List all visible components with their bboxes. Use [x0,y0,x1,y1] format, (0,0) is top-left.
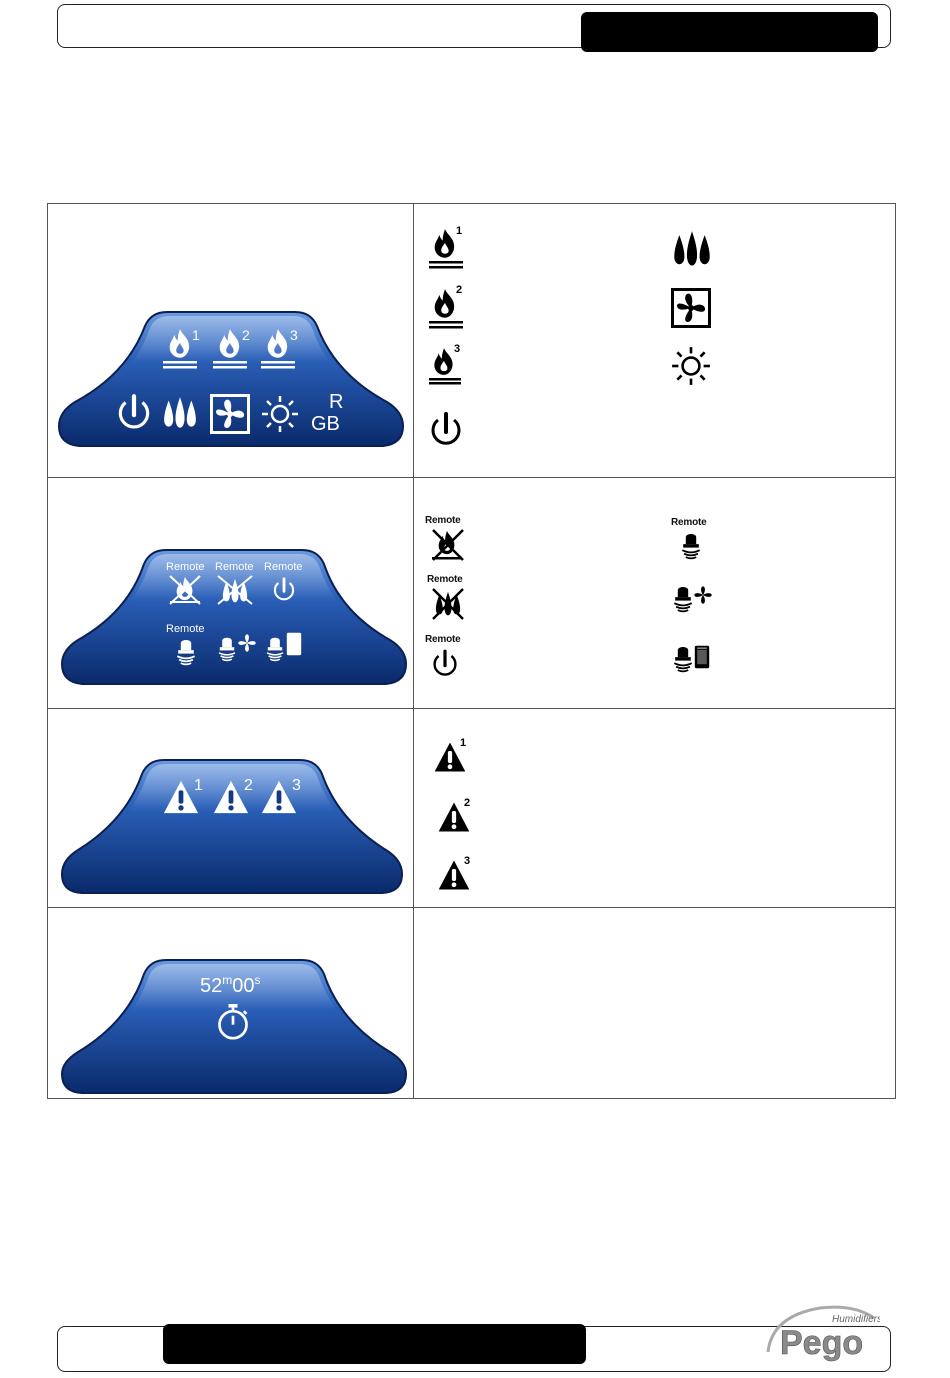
remote-label: Remote [425,515,461,526]
flame-1-index: 1 [456,225,463,237]
power-icon [426,410,466,450]
panel-flame-2-index: 2 [242,327,250,343]
page-footer-title-bar [163,1324,586,1364]
timer-minutes-unit: m [222,973,233,987]
panel-alarm-2-index: 2 [244,777,253,794]
page-header-title-bar [581,12,878,52]
remote-power-icon [429,648,461,680]
panel-rgb-r: R [329,391,344,413]
table-column-divider [413,203,414,1099]
panel-remote-label: Remote [264,561,303,573]
flame-2-index: 2 [456,284,463,296]
timer-minutes: 52 [200,975,223,997]
alarm-fan-icon [670,580,716,616]
light-icon [670,345,712,387]
alarm-1-index: 1 [460,737,467,749]
flame-3-icon [428,345,468,385]
flame-3-index: 3 [454,343,461,355]
panel-alarm-3-index: 3 [292,777,301,794]
panel-remote-label: Remote [166,561,205,573]
alarm-2-index: 2 [464,797,471,809]
panel-remote-label: Remote [166,623,205,635]
remote-flame-off-icon [430,528,466,562]
panel-drops-icon [164,397,196,428]
remote-label: Remote [427,574,463,585]
svg-text:Humidifiers: Humidifiers [832,1314,880,1325]
panel-flame-3-index: 3 [290,327,298,343]
fan-icon [671,288,711,328]
table-row-divider [47,907,896,908]
remote-alarm-icon [678,529,704,561]
remote-label: Remote [425,634,461,645]
alarm-device-icon [670,640,714,676]
table-row-divider [47,708,896,709]
drops-icon [673,230,711,268]
timer-seconds: 00 [232,975,255,997]
panel-rgb-gb: GB [311,413,340,435]
remote-drops-off-icon [430,587,466,621]
table-row-divider [47,477,896,478]
display-panel-status [57,308,405,450]
display-panel-timer [60,956,408,1096]
panel-alarm-1-index: 1 [194,777,203,794]
timer-seconds-unit: s [254,973,261,987]
panel-flame-1-index: 1 [192,327,200,343]
panel-remote-label: Remote [215,561,254,573]
display-panel-alarms [60,756,404,896]
display-panel-remote [60,546,408,688]
pego-logo [762,1300,880,1366]
svg-text:Pego: Pego [780,1324,864,1362]
remote-label: Remote [671,517,707,528]
alarm-3-index: 3 [464,855,471,867]
